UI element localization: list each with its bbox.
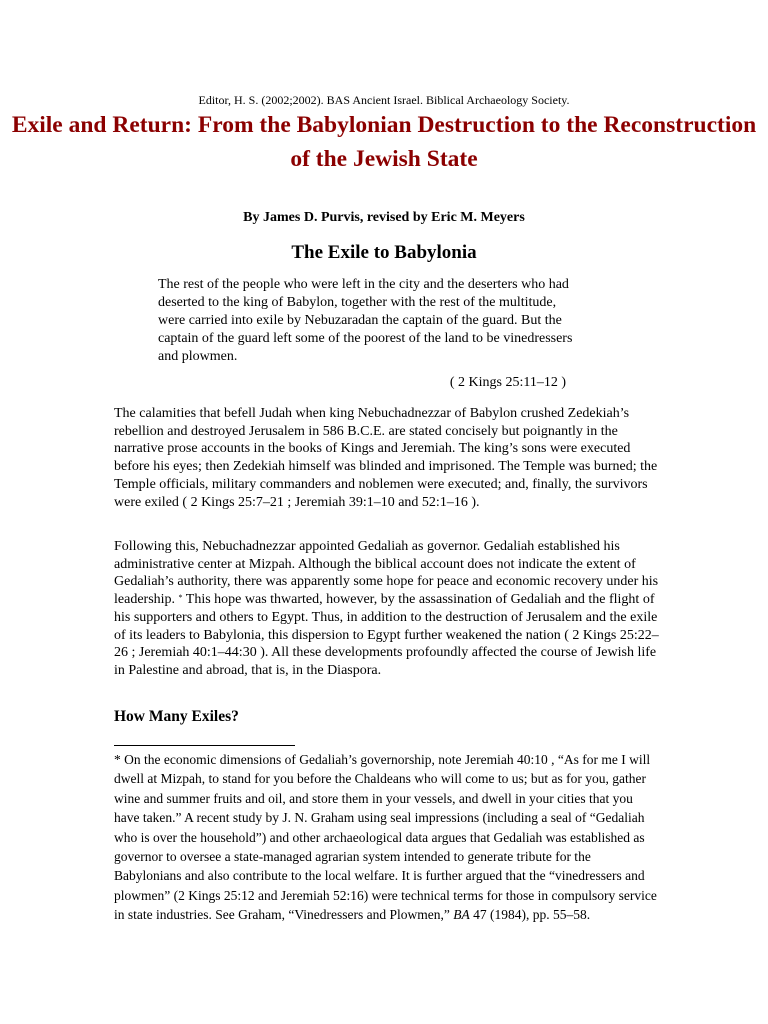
footnote [114, 750, 660, 925]
footnote-journal-abbrev: BA [453, 907, 470, 923]
footnote-text: * On the economic dimensions of Gedaliah’s governorship, note Jeremiah 40:10 , “As for me I will dwell at Mizpah, to stand for you before the Chaldeans who will come to us; but as for you, gather wine and summer fruits and oil, and store them in your vessels, and dwell in your cities that you have taken.” A recent study by J. N. Graham using seal impressions (including a seal of “Gedaliah who is over the household”) and other archaeological data argues that Gedaliah was established as governor to oversee a state-managed agrarian system intended to generate tribute for the Babylonians and also contribute to the local welfare. It is further argued that the “vinedressers and plowmen” (2 Kings 25:12 and Jeremiah 52:16) were technical terms for those in compulsory service in state industries. See Graham, “Vinedressers and Plowmen,” [114, 752, 657, 923]
document-title: Exile and Return: From the Babylonian Destruction to the Reconstruction of the Jewish State [11, 112, 757, 172]
scripture-quote-text: The rest of the people who were left in the city and the deserters who had deserted to the king of Babylon, together with the rest of the multitude, were carried into exile by Nebuzaradan the captain of the guard. But the captain of the guard left some of the poorest of the land to be vinedressers and plowmen. [158, 277, 573, 364]
paragraph-2-text-after-note: This hope was thwarted, however, by the assassination of Gedaliah and the flight of his supporters and others to Egypt. Thus, in addition to the destruction of Jerusalem and the exile of its leaders to Babylonia, this dispersion to Egypt further weakened the nation ( 2 Kings 25:22–26 ; Jeremiah 40:1–44:30 ). All these developments profoundly affected the course of Jewish life in Palestine and abroad, that is, in the Diaspora. [114, 592, 659, 678]
body-paragraph-2 [114, 538, 660, 680]
section-title: The Exile to Babylonia [291, 242, 477, 263]
footnote-text-end: 47 (1984), pp. 55–58. [469, 907, 591, 923]
paragraph-2-text-before-note: Following this, Nebuchadnezzar appointed Gedaliah as governor. Gedaliah established his administrative center at Mizpah. Although the biblical account does not indicate the extent of Gedaliah’s authority, there was apparently some hope for peace and economic recovery under his leadership. [114, 539, 659, 608]
footnote-divider [114, 745, 295, 746]
body-paragraph-1: The calamities that befell Judah when king Nebuchadnezzar of Babylon crushed Zedekiah’s rebellion and destroyed Jerusalem in 586 B.C.E. are stated concisely but poignantly in the narrative prose accounts in the books of Kings and Jeremiah. The king’s sons were executed before his eyes; then Zedekiah himself was blinded and imprisoned. The Temple was burned; the Temple officials, military commanders and noblemen were executed; and, finally, the survivors were exiled ( 2 Kings 25:7–21 ; Jeremiah 39:1–10 and 52:1–16 ). [114, 406, 658, 510]
citation: Editor, H. S. (2002;2002). BAS Ancient Israel. Biblical Archaeology Society. [198, 93, 570, 107]
subheading: How Many Exiles? [114, 708, 239, 725]
footnote-marker[interactable]: * [178, 593, 183, 603]
byline: By James D. Purvis, revised by Eric M. Meyers [243, 210, 525, 225]
scripture-reference: ( 2 Kings 25:11–12 ) [449, 375, 566, 390]
scripture-quote [158, 276, 578, 366]
